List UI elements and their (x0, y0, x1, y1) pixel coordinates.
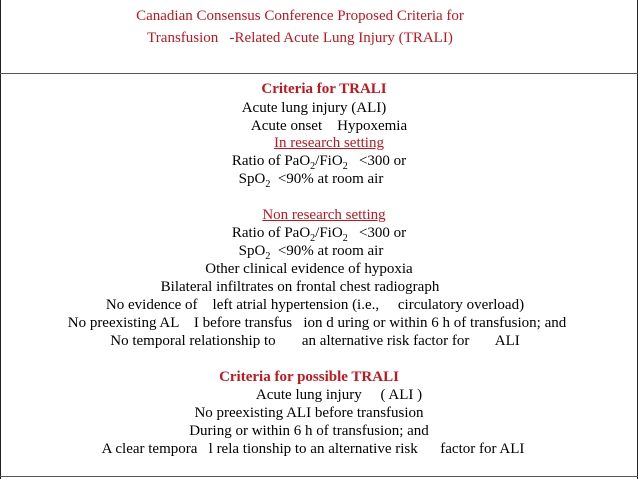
research-ratio (0, 153, 638, 170)
possible-ali: Acute lung injury ( ALI ) (255, 387, 423, 403)
research-spo2-sub: 2 (265, 179, 271, 190)
nonresearch-ratio-sub2: 2 (342, 233, 348, 244)
possible-clear-temporal: A clear tempora l rela tionship to an alternative risk factor for ALI (101, 441, 525, 457)
nonresearch-spo2-label: SpO (238, 243, 266, 259)
no-left-atrial-hypertension: No evidence of left atrial hypertension (i.e., circulatory overload) (105, 297, 525, 313)
nonresearch-ratio (0, 225, 638, 242)
no-temporal-relationship: No temporal relationship to an alternative risk factor for ALI (110, 333, 520, 349)
possible-during: During or within 6 h of transfusion; and (189, 423, 429, 439)
nonresearch-spo2-threshold: <90% at room air (270, 243, 384, 259)
nonresearch-spo2 (0, 243, 630, 260)
research-ratio-pao: Ratio of PaO (231, 153, 311, 169)
no-preexisting-ali: No preexisting AL I before transfus ion d uring or within 6 h of transfusion; and (67, 315, 567, 331)
research-ratio-sub2: 2 (342, 161, 348, 172)
trali-heading: Criteria for TRALI (261, 81, 387, 97)
possible-trali-heading: Criteria for possible TRALI (219, 369, 399, 385)
bottom-divider (0, 476, 638, 477)
nonresearch-ratio-pao: Ratio of PaO (231, 225, 311, 241)
nonresearch-ratio-sub1: 2 (310, 233, 316, 244)
title-line-2: Transfusion -Related Acute Lung Injury (TRALI) (147, 30, 453, 46)
title-line-1: Canadian Consensus Conference Proposed Criteria for (136, 8, 464, 24)
research-spo2 (0, 171, 630, 188)
other-evidence: Other clinical evidence of hypoxia (205, 261, 413, 277)
research-setting-heading: In research setting (274, 135, 384, 151)
research-ratio-threshold: <300 or (347, 153, 407, 169)
research-spo2-label: SpO (238, 171, 266, 187)
research-spo2-threshold: <90% at room air (270, 171, 384, 187)
nonresearch-ratio-fio: /FiO (315, 225, 343, 241)
trali-onset: Acute onset Hypoxemia (250, 118, 408, 134)
possible-no-preexisting: No preexisting ALI before transfusion (194, 405, 424, 421)
nonresearch-setting-heading: Non research setting (262, 207, 386, 223)
nonresearch-ratio-threshold: <300 or (347, 225, 407, 241)
research-ratio-sub1: 2 (310, 161, 316, 172)
nonresearch-spo2-sub: 2 (265, 251, 271, 262)
trali-ali: Acute lung injury (ALI) (241, 100, 387, 116)
title-header (0, 0, 638, 74)
bilateral-infiltrates: Bilateral infiltrates on frontal chest radiograph (160, 279, 440, 295)
research-ratio-fio: /FiO (315, 153, 343, 169)
